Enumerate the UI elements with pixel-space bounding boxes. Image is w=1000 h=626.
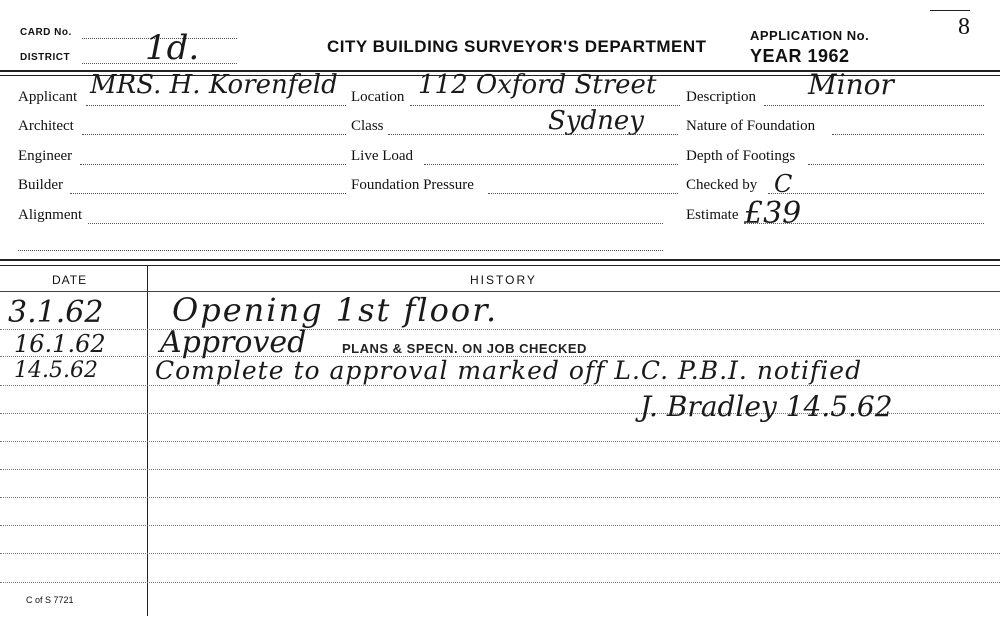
estimate-value: £39 (744, 196, 802, 231)
engineer-label: Engineer (18, 148, 73, 164)
date-header: DATE (52, 273, 88, 287)
card-no-label: CARD No. (20, 27, 72, 38)
class-label: Class (351, 118, 384, 134)
history-row-2-stamp: PLANS & SPECN. ON JOB CHECKED (342, 341, 587, 356)
history-line (0, 553, 1000, 554)
class-line (388, 134, 678, 135)
builder-label: Builder (18, 177, 63, 193)
checked-by-label: Checked by (686, 177, 758, 193)
location-label: Location (351, 89, 405, 105)
history-line (0, 385, 1000, 386)
builder-line (70, 193, 346, 194)
history-row-2-text: Approved (160, 325, 307, 360)
depth-footings-label: Depth of Footings (686, 148, 796, 164)
history-rule-bottom (0, 265, 1000, 266)
nature-foundation-line (832, 134, 984, 135)
checked-by-line (768, 193, 984, 194)
engineer-line (80, 164, 346, 165)
architect-label: Architect (18, 118, 74, 134)
foundation-pressure-line (488, 193, 678, 194)
history-rule-top (0, 259, 1000, 261)
alignment-label: Alignment (18, 207, 83, 223)
location-value-1: 112 Oxford Street (418, 70, 657, 100)
description-label: Description (686, 89, 756, 105)
history-row-4-signature: J. Bradley 14.5.62 (640, 390, 893, 423)
checked-by-value: C (774, 170, 793, 198)
foundation-pressure-label: Foundation Pressure (351, 177, 474, 193)
department-title: CITY BUILDING SURVEYOR'S DEPARTMENT (327, 37, 707, 56)
year-label: YEAR 1962 (750, 46, 850, 66)
history-row-1-text: Opening 1st floor. (172, 291, 499, 329)
applicant-value: MRS. H. Korenfeld (90, 70, 338, 100)
corner-mark (930, 10, 970, 11)
history-row-1-date: 3.1.62 (8, 295, 104, 330)
alignment-line (88, 223, 663, 224)
history-line (0, 582, 1000, 583)
depth-footings-line (808, 164, 984, 165)
nature-foundation-label: Nature of Foundation (686, 118, 816, 134)
history-header: HISTORY (470, 273, 537, 287)
history-row-2-date: 16.1.62 (14, 330, 106, 358)
estimate-label: Estimate (686, 207, 739, 223)
live-load-label: Live Load (351, 148, 414, 164)
history-line (0, 329, 1000, 330)
history-line (0, 497, 1000, 498)
location-value-2: Sydney (548, 106, 644, 136)
description-line (764, 105, 984, 106)
card-no-value: 1d. (145, 28, 200, 68)
history-row-3-date: 14.5.62 (14, 358, 98, 383)
history-line (0, 525, 1000, 526)
form-code: C of S 7721 (26, 595, 74, 605)
history-row-3-text: Complete to approval marked off L.C. P.B.I. notified (155, 356, 863, 385)
live-load-line (424, 164, 678, 165)
application-no-label: APPLICATION No. (750, 28, 870, 43)
header-underline (0, 291, 1000, 292)
applicant-label: Applicant (18, 89, 78, 105)
page-number: 8 (958, 14, 970, 40)
architect-line (82, 134, 346, 135)
district-label: DISTRICT (20, 52, 71, 63)
history-line (0, 469, 1000, 470)
applicant-line (86, 105, 346, 106)
history-line (0, 441, 1000, 442)
blank-line (18, 250, 663, 251)
description-value: Minor (808, 68, 894, 101)
